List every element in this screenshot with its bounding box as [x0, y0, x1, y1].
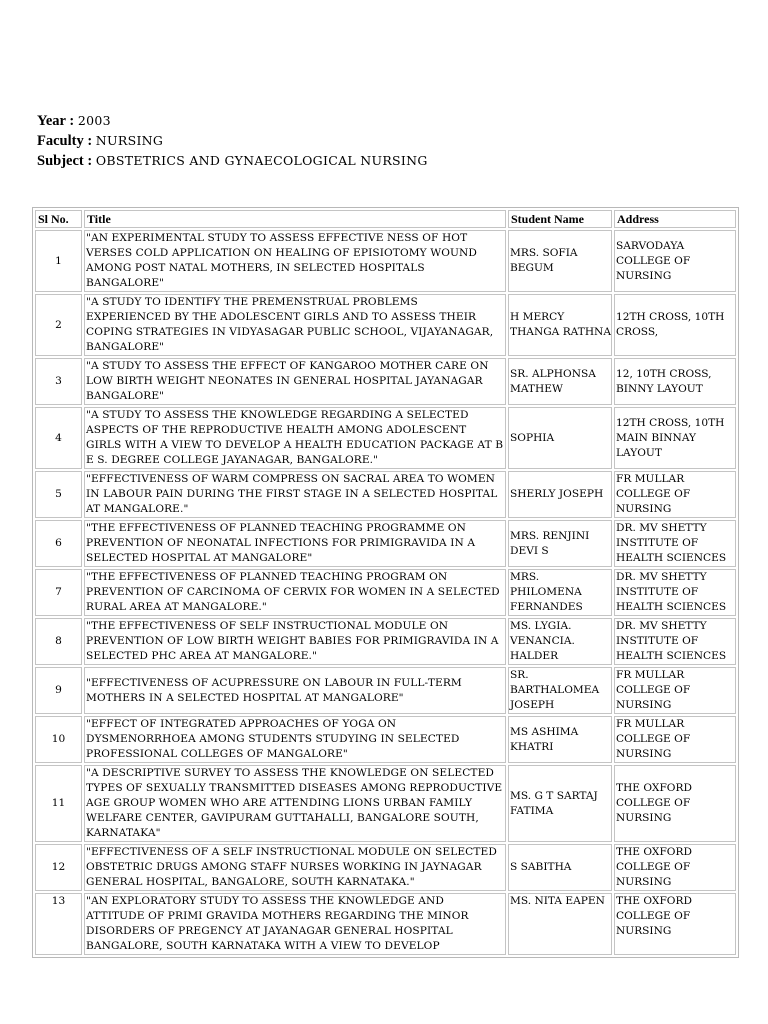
- cell-address: DR. MV SHETTY INSTITUTE OF HEALTH SCIENCES: [614, 569, 736, 616]
- cell-sl-no: 6: [35, 520, 82, 567]
- table-row: [35, 407, 736, 469]
- header-address: Address: [614, 210, 736, 228]
- faculty-value: NURSING: [95, 133, 164, 148]
- cell-sl-no: 3: [35, 358, 82, 405]
- table-row: [35, 844, 736, 891]
- document-header: [37, 111, 428, 171]
- thesis-table-frame: [32, 207, 739, 958]
- subject-line: [37, 151, 428, 171]
- cell-title: "EFFECTIVENESS OF WARM COMPRESS ON SACRAL AREA TO WOMEN IN LABOUR PAIN DURING THE FIRST STAGE IN A SELECTED HOSPITAL AT MANGALORE.": [84, 471, 506, 518]
- cell-address: FR MULLAR COLLEGE OF NURSING: [614, 471, 736, 518]
- table-row: [35, 765, 736, 842]
- cell-address: DR. MV SHETTY INSTITUTE OF HEALTH SCIENCES: [614, 520, 736, 567]
- cell-title: "EFFECT OF INTEGRATED APPROACHES OF YOGA ON DYSMENORRHOEA AMONG STUDENTS STUDYING IN SELECTED PROFESSIONAL COLLEGES OF MANGALORE": [84, 716, 506, 763]
- table-row: [35, 716, 736, 763]
- table-row: [35, 667, 736, 714]
- cell-sl-no: 11: [35, 765, 82, 842]
- cell-title: "AN EXPLORATORY STUDY TO ASSESS THE KNOWLEDGE AND ATTITUDE OF PRIMI GRAVIDA MOTHERS REGARDING THE MINOR DISORDERS OF PREGENCY AT JAYANAGAR GENERAL HOSPITAL BANGALORE, SOUTH KARNATAKA WITH A VIEW TO DEVELOP: [84, 893, 506, 955]
- table-row: [35, 471, 736, 518]
- cell-student-name: SR. ALPHONSA MATHEW: [508, 358, 612, 405]
- cell-address: DR. MV SHETTY INSTITUTE OF HEALTH SCIENCES: [614, 618, 736, 665]
- header-student-name: Student Name: [508, 210, 612, 228]
- cell-address: THE OXFORD COLLEGE OF NURSING: [614, 844, 736, 891]
- cell-sl-no: 4: [35, 407, 82, 469]
- cell-sl-no: 2: [35, 294, 82, 356]
- cell-student-name: MRS. SOFIA BEGUM: [508, 230, 612, 292]
- cell-address: 12TH CROSS, 10TH CROSS,: [614, 294, 736, 356]
- cell-address: 12, 10TH CROSS, BINNY LAYOUT: [614, 358, 736, 405]
- cell-address: THE OXFORD COLLEGE OF NURSING: [614, 765, 736, 842]
- cell-student-name: SR. BARTHALOMEA JOSEPH: [508, 667, 612, 714]
- cell-student-name: MRS. PHILOMENA FERNANDES: [508, 569, 612, 616]
- cell-sl-no: 9: [35, 667, 82, 714]
- cell-address: 12TH CROSS, 10TH MAIN BINNAY LAYOUT: [614, 407, 736, 469]
- cell-address: FR MULLAR COLLEGE OF NURSING: [614, 716, 736, 763]
- year-line: [37, 111, 428, 131]
- cell-student-name: MS. NITA EAPEN: [508, 893, 612, 955]
- table-row: [35, 893, 736, 955]
- cell-title: "A STUDY TO IDENTIFY THE PREMENSTRUAL PROBLEMS EXPERIENCED BY THE ADOLESCENT GIRLS AND TO ASSESS THEIR COPING STRATEGIES IN VIDYASAGAR PUBLIC SCHOOL, VIJAYANAGAR, BANGALORE": [84, 294, 506, 356]
- cell-address: THE OXFORD COLLEGE OF NURSING: [614, 893, 736, 955]
- cell-title: "AN EXPERIMENTAL STUDY TO ASSESS EFFECTIVE NESS OF HOT VERSES COLD APPLICATION ON HEALING OF EPISIOTOMY WOUND AMONG POST NATAL MOTHERS, IN SELECTED HOSPITALS BANGALORE": [84, 230, 506, 292]
- table-row: [35, 230, 736, 292]
- cell-title: "EFFECTIVENESS OF A SELF INSTRUCTIONAL MODULE ON SELECTED OBSTETRIC DRUGS AMONG STAFF NURSES WORKING IN JAYNAGAR GENERAL HOSPITAL, BANGALORE, SOUTH KARNATAKA.": [84, 844, 506, 891]
- year-value: 2003: [77, 113, 111, 128]
- cell-student-name: SOPHIA: [508, 407, 612, 469]
- faculty-line: [37, 131, 428, 151]
- cell-sl-no: 7: [35, 569, 82, 616]
- table-row: [35, 294, 736, 356]
- table-header-row: [35, 210, 736, 228]
- cell-title: "A STUDY TO ASSESS THE KNOWLEDGE REGARDING A SELECTED ASPECTS OF THE REPRODUCTIVE HEALTH AMONG ADOLESCENT GIRLS WITH A VIEW TO DEVELOP A HEALTH EDUCATION PACKAGE AT B E S. DEGREE COLLEGE JAYANAGAR, BANGALORE.": [84, 407, 506, 469]
- cell-title: "THE EFFECTIVENESS OF SELF INSTRUCTIONAL MODULE ON PREVENTION OF LOW BIRTH WEIGHT BABIES FOR PRIMIGRAVIDA IN A SELECTED PHC AREA AT MANGALORE.": [84, 618, 506, 665]
- cell-student-name: H MERCY THANGA RATHNA: [508, 294, 612, 356]
- cell-student-name: MS. LYGIA. VENANCIA. HALDER: [508, 618, 612, 665]
- cell-student-name: SHERLY JOSEPH: [508, 471, 612, 518]
- cell-sl-no: 1: [35, 230, 82, 292]
- cell-sl-no: 8: [35, 618, 82, 665]
- cell-sl-no: 13: [35, 893, 82, 955]
- cell-address: SARVODAYA COLLEGE OF NURSING: [614, 230, 736, 292]
- table-body: [35, 230, 736, 955]
- cell-title: "EFFECTIVENESS OF ACUPRESSURE ON LABOUR IN FULL-TERM MOTHERS IN A SELECTED HOSPITAL AT MANGALORE": [84, 667, 506, 714]
- cell-student-name: MS ASHIMA KHATRI: [508, 716, 612, 763]
- cell-title: "A DESCRIPTIVE SURVEY TO ASSESS THE KNOWLEDGE ON SELECTED TYPES OF SEXUALLY TRANSMITTED DISEASES AMONG REPRODUCTIVE AGE GROUP WOMEN WHO ARE ATTENDING LIONS URBAN FAMILY WELFARE CENTER, GAVIPURAM GUTTAHALLI, BANGALORE SOUTH, KARNATAKA": [84, 765, 506, 842]
- table-row: [35, 569, 736, 616]
- subject-value: OBSTETRICS AND GYNAECOLOGICAL NURSING: [95, 153, 428, 168]
- year-label: Year :: [37, 113, 78, 129]
- header-title: Title: [84, 210, 506, 228]
- faculty-label: Faculty :: [37, 133, 96, 149]
- subject-label: Subject :: [37, 153, 96, 169]
- cell-title: "THE EFFECTIVENESS OF PLANNED TEACHING PROGRAMME ON PREVENTION OF NEONATAL INFECTIONS FOR PRIMIGRAVIDA IN A SELECTED HOSPITAL AT MANGALORE": [84, 520, 506, 567]
- cell-student-name: S SABITHA: [508, 844, 612, 891]
- cell-title: "THE EFFECTIVENESS OF PLANNED TEACHING PROGRAM ON PREVENTION OF CARCINOMA OF CERVIX FOR WOMEN IN A SELECTED RURAL AREA AT MANGALORE.": [84, 569, 506, 616]
- table-row: [35, 520, 736, 567]
- thesis-table: [33, 208, 738, 957]
- cell-address: FR MULLAR COLLEGE OF NURSING: [614, 667, 736, 714]
- table-row: [35, 358, 736, 405]
- cell-title: "A STUDY TO ASSESS THE EFFECT OF KANGAROO MOTHER CARE ON LOW BIRTH WEIGHT NEONATES IN GENERAL HOSPITAL JAYANAGAR BANGALORE": [84, 358, 506, 405]
- cell-sl-no: 12: [35, 844, 82, 891]
- header-sl-no: Sl No.: [35, 210, 82, 228]
- cell-student-name: MRS. RENJINI DEVI S: [508, 520, 612, 567]
- cell-sl-no: 10: [35, 716, 82, 763]
- table-row: [35, 618, 736, 665]
- cell-student-name: MS. G T SARTAJ FATIMA: [508, 765, 612, 842]
- cell-sl-no: 5: [35, 471, 82, 518]
